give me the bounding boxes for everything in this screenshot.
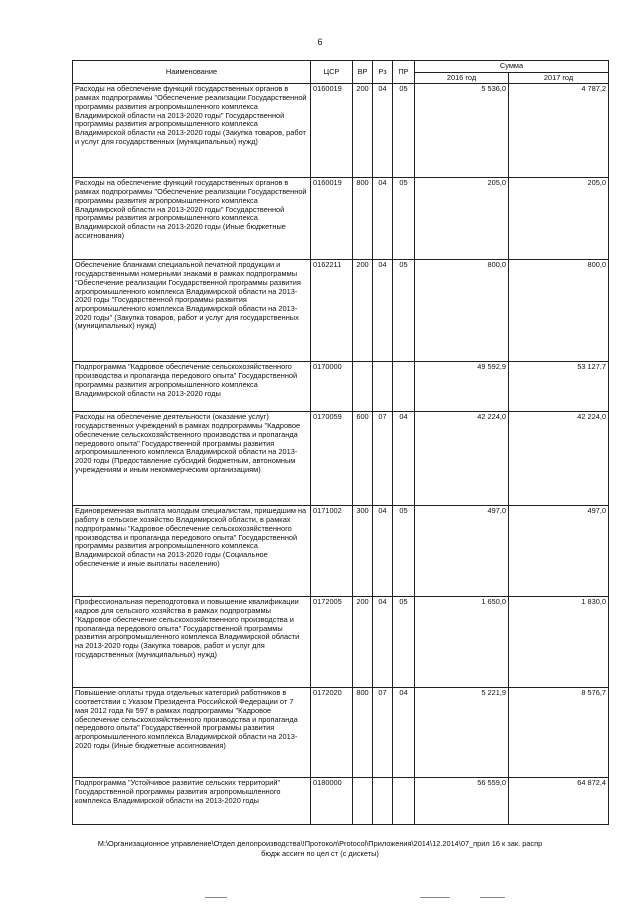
row-rz: 04 xyxy=(373,506,393,597)
header-year-2016: 2016 год xyxy=(415,72,509,84)
row-pr xyxy=(393,778,415,825)
scan-mark xyxy=(480,897,505,898)
row-rz: 04 xyxy=(373,260,393,362)
table-row xyxy=(73,688,609,778)
scan-artifact-marks xyxy=(0,892,640,905)
row-sum-2017: 42 224,0 xyxy=(509,412,609,506)
row-pr: 05 xyxy=(393,260,415,362)
row-csr: 0170000 xyxy=(311,362,353,412)
row-sum-2017: 800,0 xyxy=(509,260,609,362)
row-rz xyxy=(373,778,393,825)
row-csr: 0162211 xyxy=(311,260,353,362)
row-csr: 0180000 xyxy=(311,778,353,825)
table-row xyxy=(73,84,609,178)
row-sum-2016: 49 592,9 xyxy=(415,362,509,412)
row-rz: 07 xyxy=(373,688,393,778)
row-name: Обеспечение бланками специальной печатной продукции и государственными номерными знаками в рамках подпрограммы "Обеспечение реализации Государственной программы развития агропромышленного комплекса Владимирской области на 2013-2020 годы "Государственной программы развития агропромышленного комплекса Владимирской области на 2013-2020 годы" (Закупка товаров, работ и услуг для государственных (муниципальных) нужд) xyxy=(73,260,311,362)
row-vr xyxy=(353,778,373,825)
row-vr: 200 xyxy=(353,84,373,178)
row-pr: 05 xyxy=(393,84,415,178)
row-name: Единовременная выплата молодым специалистам, пришедшим на работу в сельское хозяйство Владимирской области, в рамках подпрограммы "Кадровое обеспечение сельскохозяйственного производства и пропаганда передового опыта" Государственной программы развития агропромышленного комплекса Владимирской области на 2013-2020 годы (Социальное обеспечение и иные выплаты населению) xyxy=(73,506,311,597)
row-vr xyxy=(353,362,373,412)
row-rz: 07 xyxy=(373,412,393,506)
header-rz: Рз xyxy=(373,61,393,84)
row-sum-2017: 53 127,7 xyxy=(509,362,609,412)
table-row xyxy=(73,412,609,506)
row-name: Повышение оплаты труда отдельных категорий работников в соответствии с Указом Президента Российской Федерации от 7 мая 2012 года № 597 в рамках подпрограммы "Кадровое обеспечение сельскохозяйственного производства и пропаганда передового опыта" Государственной программы развития агропромышленного комплекса Владимирской области на 2013-2020 годы (Иные бюджетные ассигнования) xyxy=(73,688,311,778)
table-row xyxy=(73,506,609,597)
row-vr: 800 xyxy=(353,688,373,778)
row-rz: 04 xyxy=(373,597,393,688)
table-row xyxy=(73,362,609,412)
row-rz: 04 xyxy=(373,84,393,178)
budget-table xyxy=(72,60,609,825)
row-pr: 04 xyxy=(393,412,415,506)
scan-mark xyxy=(205,897,227,898)
row-sum-2016: 56 559,0 xyxy=(415,778,509,825)
file-path-line-2: бюдж ассигн по цел ст (с дискеты) xyxy=(261,849,379,858)
row-name: Расходы на обеспечение функций государственных органов в рамках подпрограммы "Обеспечение реализации Государственной программы развития агропромышленного комплекса Владимирской области на 2013-2020 годы" Государственной программы развития агропромышленного комплекса Владимирской области на 2013-2020 годы (Иные бюджетные ассигнования) xyxy=(73,178,311,260)
row-rz xyxy=(373,362,393,412)
row-pr: 05 xyxy=(393,506,415,597)
row-sum-2016: 5 221,9 xyxy=(415,688,509,778)
row-csr: 0160019 xyxy=(311,84,353,178)
row-vr: 200 xyxy=(353,260,373,362)
row-vr: 600 xyxy=(353,412,373,506)
row-csr: 0160019 xyxy=(311,178,353,260)
row-sum-2017: 8 576,7 xyxy=(509,688,609,778)
row-sum-2016: 205,0 xyxy=(415,178,509,260)
header-sum: Сумма xyxy=(415,61,609,73)
row-sum-2017: 205,0 xyxy=(509,178,609,260)
row-vr: 800 xyxy=(353,178,373,260)
header-year-2017: 2017 год xyxy=(509,72,609,84)
header-vr: ВР xyxy=(353,61,373,84)
row-csr: 0171002 xyxy=(311,506,353,597)
row-sum-2017: 497,0 xyxy=(509,506,609,597)
row-name: Расходы на обеспечение функций государственных органов в рамках подпрограммы "Обеспечение реализации Государственной программы развития агропромышленного комплекса Владимирской области на 2013-2020 годы" Государственной программы развития агропромышленного комплекса Владимирской области на 2013-2020 годы (Закупка товаров, работ и услуг для государственных (муниципальных) нужд) xyxy=(73,84,311,178)
row-csr: 0172020 xyxy=(311,688,353,778)
row-pr: 05 xyxy=(393,178,415,260)
row-name: Подпрограмма "Устойчивое развитие сельских территорий" Государственной программы развития агропромышленного комплекса Владимирской области на 2013-2020 годы xyxy=(73,778,311,825)
header-name: Наименование xyxy=(73,61,311,84)
row-vr: 200 xyxy=(353,597,373,688)
header-csr: ЦСР xyxy=(311,61,353,84)
table-row xyxy=(73,778,609,825)
row-sum-2017: 4 787,2 xyxy=(509,84,609,178)
file-path-line-1: M:\Организационное управление\Отдел делопроизводства\!Протокол\Protocol\Приложения\2014\12.2014\07_прил 16 к зак. распр xyxy=(97,839,543,848)
row-name: Расходы на обеспечение деятельности (оказание услуг) государственных учреждений в рамках подпрограммы "Кадровое обеспечение сельскохозяйственного производства и пропаганда передового опыта" Государственной программы развития агропромышленного комплекса Владимирской области на 2013-2020 годы (Предоставление субсидий бюджетным, автономным учреждениям и иным некоммерческим организациям) xyxy=(73,412,311,506)
row-name: Подпрограмма "Кадровое обеспечение сельскохозяйственного производства и пропаганда передового опыта" Государственной программы развития агропромышленного комплекса Владимирской области на 2013-2020 годы xyxy=(73,362,311,412)
row-pr xyxy=(393,362,415,412)
row-pr: 04 xyxy=(393,688,415,778)
row-rz: 04 xyxy=(373,178,393,260)
row-vr: 300 xyxy=(353,506,373,597)
table-row xyxy=(73,178,609,260)
page-number: 6 xyxy=(317,37,323,47)
row-csr: 0170059 xyxy=(311,412,353,506)
row-sum-2016: 5 536,0 xyxy=(415,84,509,178)
scan-mark xyxy=(420,897,450,898)
file-path-footer xyxy=(70,839,570,859)
row-pr: 05 xyxy=(393,597,415,688)
row-csr: 0172005 xyxy=(311,597,353,688)
row-sum-2016: 800,0 xyxy=(415,260,509,362)
table-row xyxy=(73,260,609,362)
table-row xyxy=(73,597,609,688)
row-sum-2016: 1 650,0 xyxy=(415,597,509,688)
row-sum-2017: 1 830,0 xyxy=(509,597,609,688)
row-sum-2017: 64 872,4 xyxy=(509,778,609,825)
row-sum-2016: 497,0 xyxy=(415,506,509,597)
row-sum-2016: 42 224,0 xyxy=(415,412,509,506)
row-name: Профессиональная переподготовка и повышение квалификации кадров для сельского хозяйства в рамках подпрограммы "Кадровое обеспечение сельскохозяйственного производства и пропаганда передового опыта" Государственной программы развития агропромышленного комплекса Владимирской области на 2013-2020 годы (Закупка товаров, работ и услуг для государственных (муниципальных) нужд) xyxy=(73,597,311,688)
header-pr: ПР xyxy=(393,61,415,84)
